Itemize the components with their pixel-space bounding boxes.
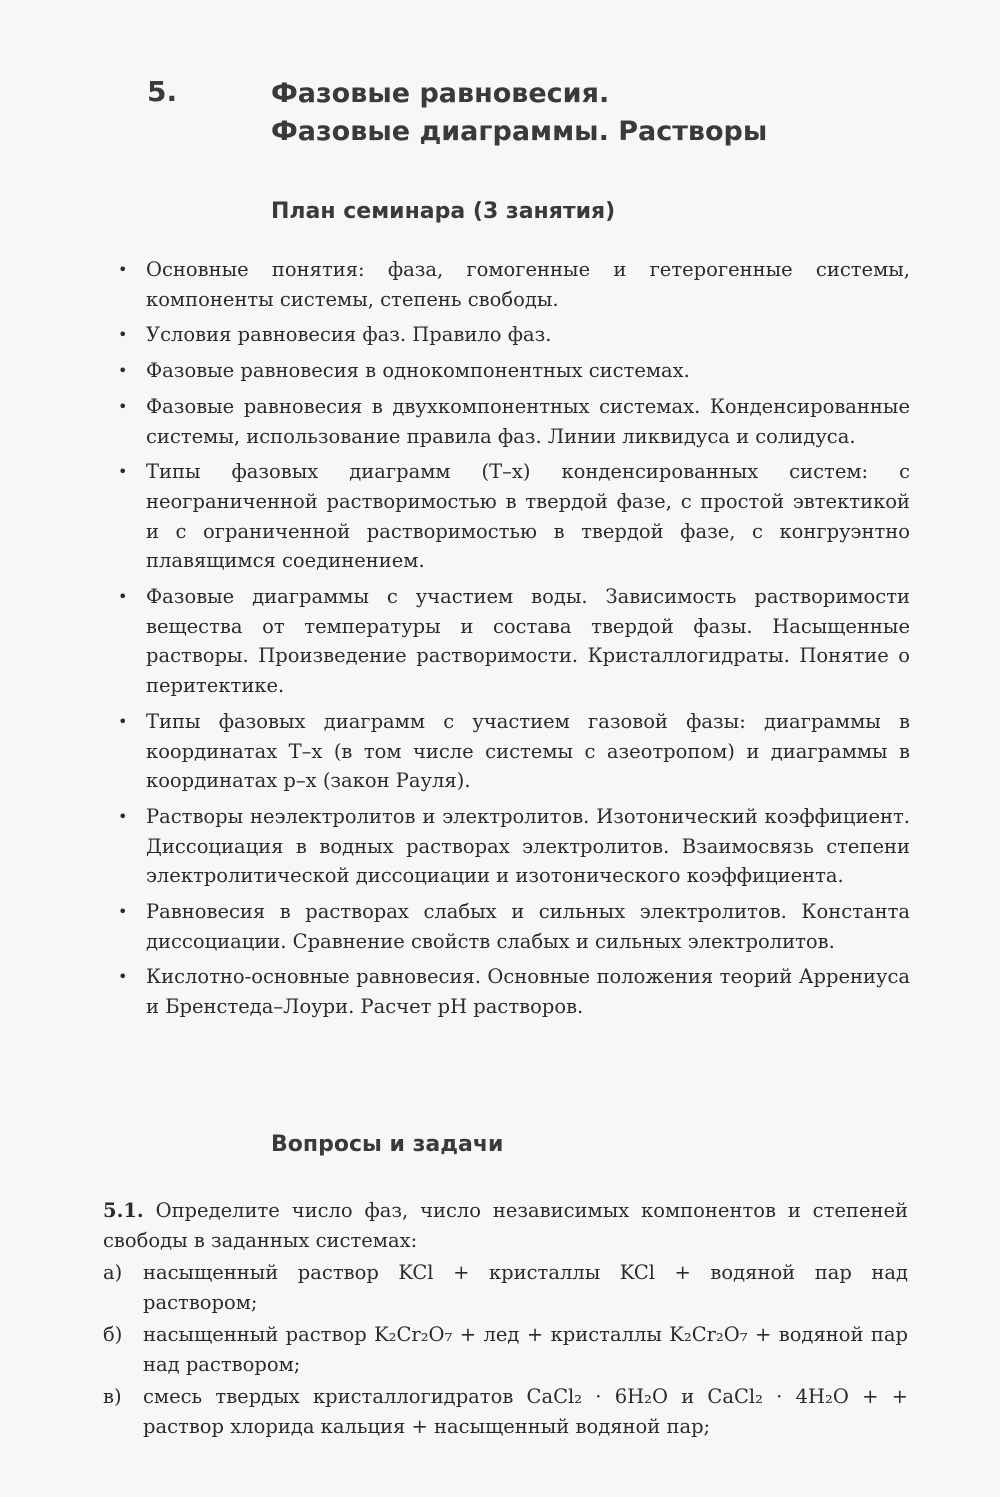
list-item: • Фазовые равновесия в двухкомпонентных системах. Конденсированные системы, использование правила фаз. Линии ликвидуса и солидуса. — [110, 392, 910, 451]
subitem-text: насыщенный раствор K₂Cr₂O₇ + лед + кристаллы K₂Cr₂O₇ + водяной пар над раствором; — [143, 1323, 908, 1376]
task-number: 5.1. — [103, 1199, 144, 1222]
bullet-icon: • — [118, 587, 128, 607]
chapter-title — [271, 75, 767, 151]
list-item: • Условия равновесия фаз. Правило фаз. — [110, 320, 910, 350]
bullet-icon: • — [118, 967, 128, 987]
list-item: • Растворы неэлектролитов и электролитов. Изотонический коэффициент. Диссоциация в водных растворах электролитов. Взаимосвязь степени электролитической диссоциации и изотонического коэффициента. — [110, 802, 910, 891]
chapter-title-line-2: Фазовые диаграммы. Растворы — [271, 116, 768, 147]
bullet-icon: • — [118, 361, 128, 381]
subitem-text: смесь твердых кристаллогидратов CaCl₂ · 6H₂O и CaCl₂ · 4H₂O + + раствор хлорида кальция + насыщенный водяной пар; — [143, 1385, 908, 1438]
list-item: • Типы фазовых диаграмм с участием газовой фазы: диаграммы в координатах T–x (в том числе системы с азеотропом) и диаграммы в координатах p–x (закон Рауля). — [110, 707, 910, 796]
plan-heading: План семинара (3 занятия) — [271, 199, 616, 224]
subitem-letter: а) — [103, 1261, 123, 1284]
subitem-c — [103, 1382, 908, 1442]
bullet-icon: • — [118, 325, 128, 345]
list-item: • Кислотно-основные равновесия. Основные положения теорий Аррениуса и Бренстеда–Лоури. Расчет pH растворов. — [110, 962, 910, 1021]
chapter-number: 5. — [147, 75, 178, 108]
list-item: • Основные понятия: фаза, гомогенные и гетерогенные системы, компоненты системы, степень свободы. — [110, 255, 910, 314]
bullet-icon: • — [118, 260, 128, 279]
list-item: • Типы фазовых диаграмм (T–x) конденсированных систем: с неограниченной растворимостью в твердой фазе, с простой эвтектикой и с ограниченной растворимостью в твердой фазе, с конгруэнтно плавящимся соединением. — [110, 457, 910, 576]
plan-list — [110, 255, 910, 1028]
list-item: • Фазовые диаграммы с участием воды. Зависимость растворимости вещества от температуры и состава твердой фазы. Насыщенные растворы. Произведение растворимости. Кристаллогидраты. Понятие о перитектике. — [110, 582, 910, 701]
subitem-text: насыщенный раствор KCl + кристаллы KCl + водяной пар над раствором; — [143, 1261, 908, 1314]
bullet-icon: • — [118, 462, 128, 482]
subitem-b — [103, 1320, 908, 1380]
task-text: Определите число фаз, число независимых компонентов и степеней свободы в заданных системах: — [103, 1199, 908, 1252]
subitem-letter: в) — [103, 1385, 122, 1408]
task-5-1 — [103, 1196, 908, 1256]
chapter-title-line-1: Фазовые равновесия. — [271, 78, 610, 109]
bullet-icon: • — [118, 711, 128, 731]
subitem-letter: б) — [103, 1323, 123, 1346]
questions-heading: Вопросы и задачи — [271, 1132, 504, 1157]
bullet-icon: • — [118, 396, 128, 416]
task-subitems — [103, 1258, 908, 1442]
bullet-icon: • — [118, 806, 128, 826]
list-item: • Равновесия в растворах слабых и сильных электролитов. Константа диссоциации. Сравнение свойств слабых и сильных электролитов. — [110, 897, 910, 956]
list-item: • Фазовые равновесия в однокомпонентных системах. — [110, 356, 910, 386]
bullet-icon: • — [118, 902, 128, 922]
subitem-a — [103, 1258, 908, 1318]
